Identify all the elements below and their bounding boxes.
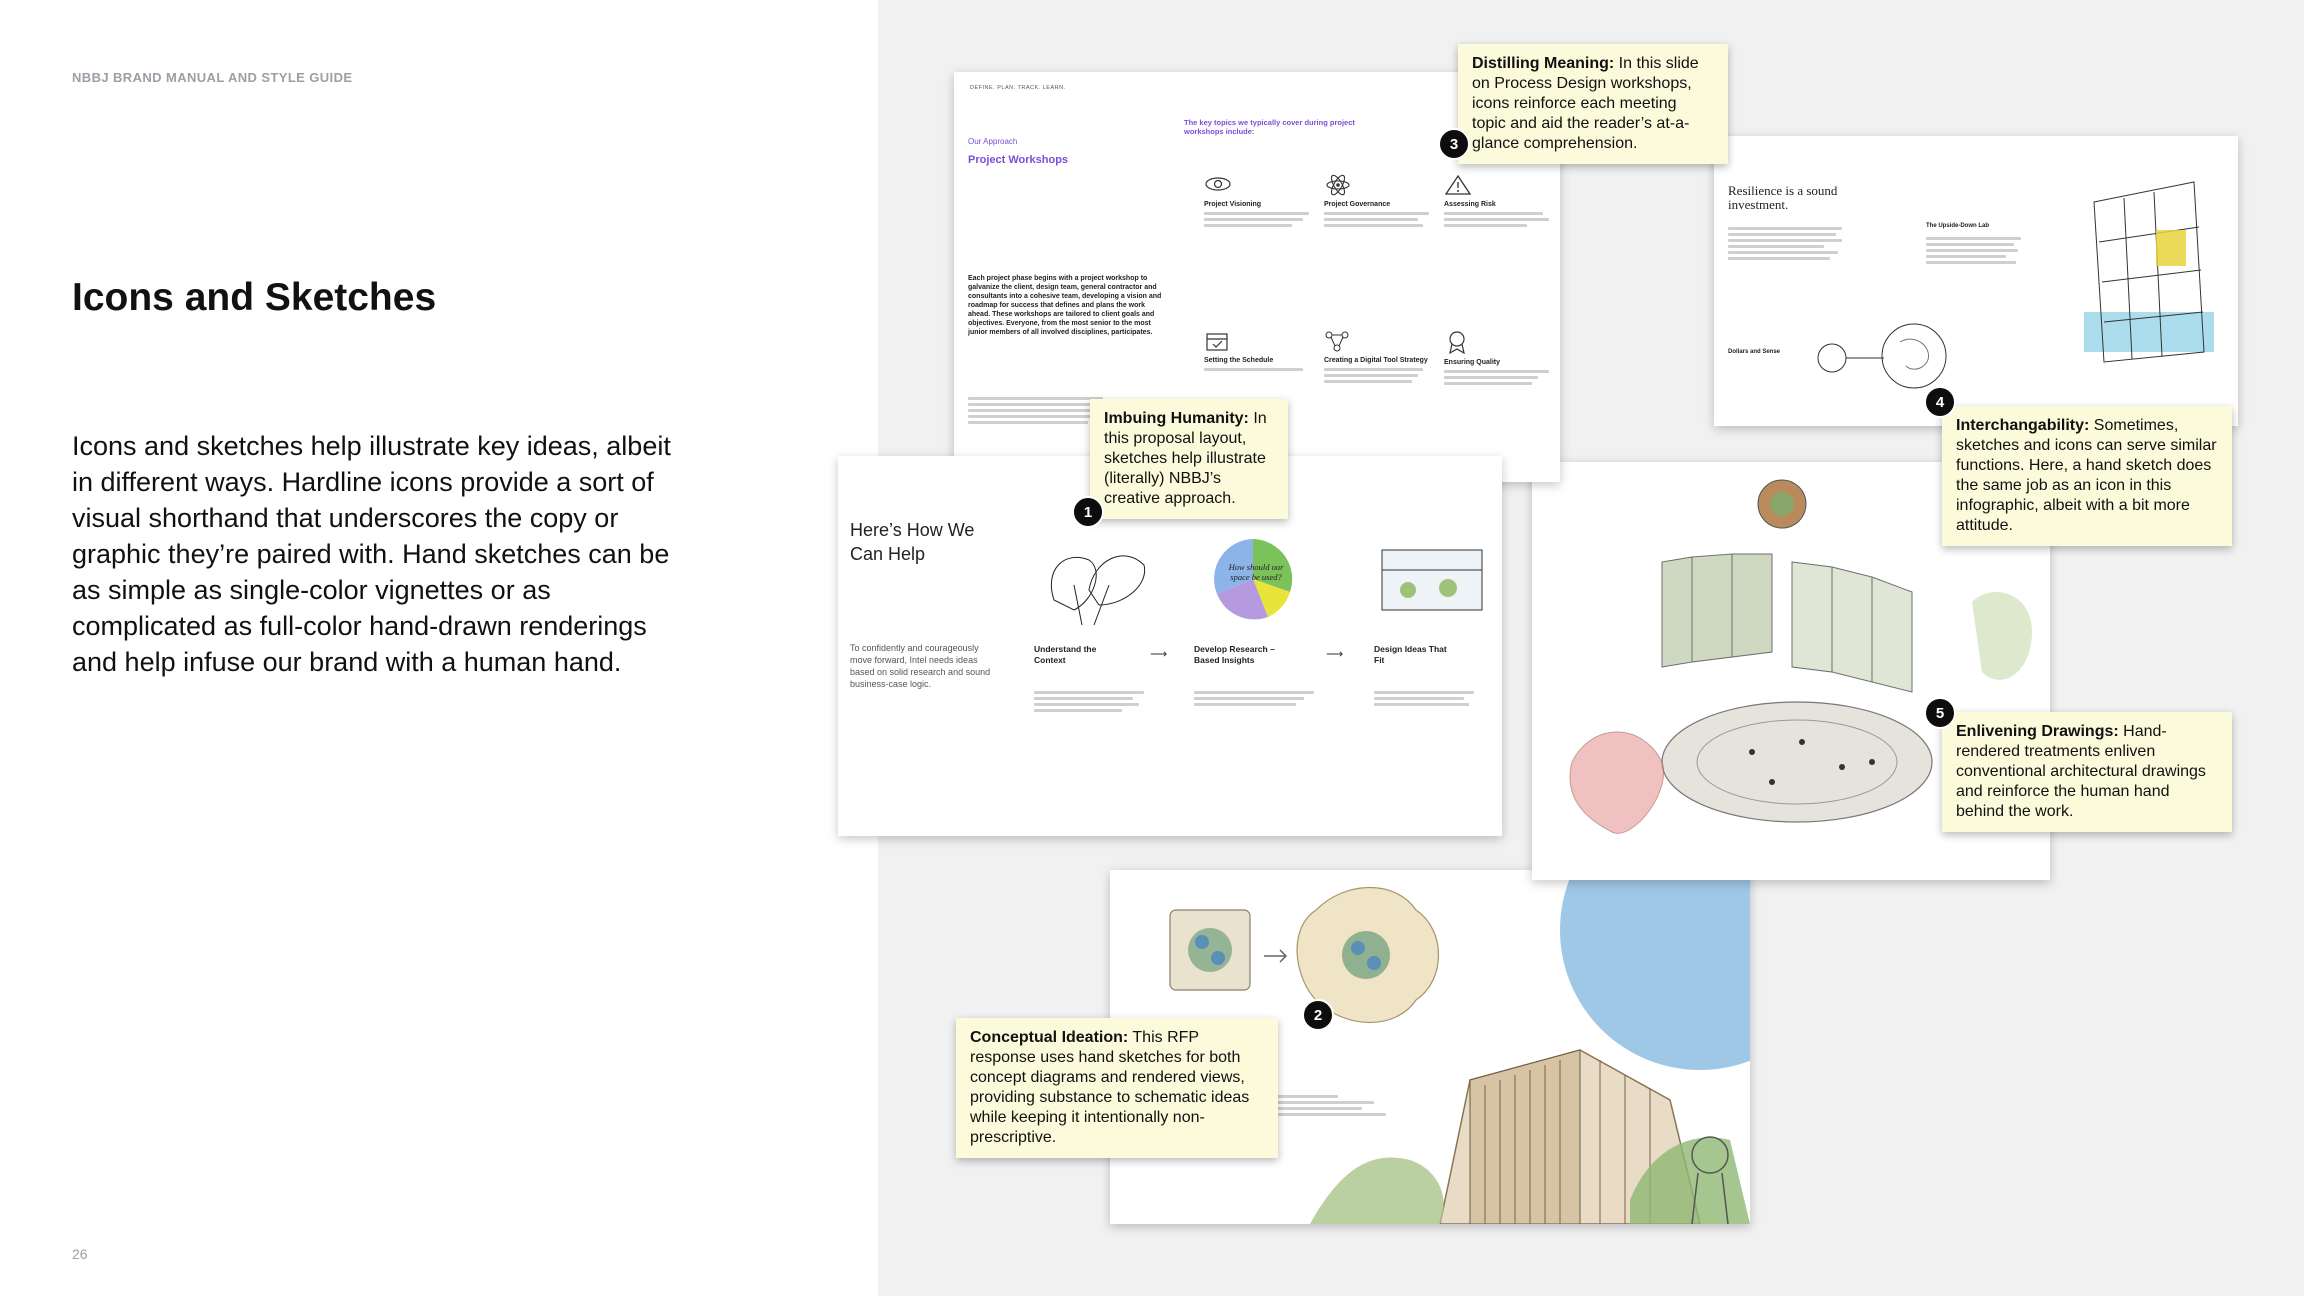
callout-conceptual-ideation: Conceptual Ideation: This RFP response uses hand sketches for both concept diagrams and rendered views, providing substance to schematic ideas while keeping it intentionally non-prescriptive. <box>956 1018 1278 1158</box>
page-title: Icons and Sketches <box>72 276 437 319</box>
workshops-lead: Each project phase begins with a project workshop to galvanize the client, design team, general contractor and consultants into a cohesive team, developing a vision and roadmap for success that defines and plans the work ahead. These workshops are tailored to client goals and objectives. Everyone, from the most senior to the most junior members of all involved disciplines, participates. <box>968 275 1162 336</box>
callout-badge-1: 1 <box>1072 496 1104 528</box>
resilience-lab-title: The Upside-Down Lab <box>1926 223 1989 229</box>
step-design: Design Ideas That Fit <box>1374 644 1447 665</box>
help-steps <box>1034 644 1474 684</box>
callout-badge-5: 5 <box>1924 697 1956 729</box>
topic-assessing-risk: Assessing Risk <box>1444 174 1554 230</box>
topic-ensuring-quality: Ensuring Quality <box>1444 330 1554 388</box>
arrow-icon: ⟶ <box>1326 647 1344 661</box>
callout-badge-2: 2 <box>1302 999 1334 1031</box>
calendar-icon <box>1204 330 1230 352</box>
ribbon-icon <box>1444 330 1470 354</box>
page-number: 26 <box>72 1246 88 1262</box>
resilience-lab-copy <box>1926 234 2026 267</box>
callout-distilling-meaning: Distilling Meaning: In this slide on Process Design workshops, icons reinforce each meeting topic and aid the reader’s at-a-glance comprehension. <box>1458 44 1728 164</box>
workshops-section: Our Approach <box>968 137 1018 146</box>
atom-icon <box>1324 174 1352 196</box>
workshops-kicker: DEFINE. PLAN. TRACK. LEARN. <box>970 85 1066 91</box>
left-column <box>0 0 878 1296</box>
resilience-panel <box>1714 136 2238 426</box>
step-develop: Develop Research – Based Insights <box>1194 644 1275 665</box>
nodes-icon <box>1324 330 1350 352</box>
step-understand: Understand the Context <box>1034 644 1097 665</box>
infographic-sketch <box>1814 322 1964 392</box>
warning-icon <box>1444 174 1472 196</box>
collage-area <box>850 0 2304 1296</box>
resilience-sub: Dollars and Sense <box>1728 349 1781 355</box>
topic-setting-schedule: Setting the Schedule <box>1204 330 1314 374</box>
office-sketch <box>1378 540 1488 620</box>
plant-sketch <box>1034 530 1154 630</box>
eye-icon <box>1204 174 1232 194</box>
help-intro: To confidently and courageously move forward, Intel needs ideas based on solid research and sound business-case logic. <box>850 643 991 689</box>
body-paragraph: Icons and sketches help illustrate key ideas, albeit in different ways. Hardline icons provide a sort of visual shorthand that underscores the copy or graphic they’re paired with. Hand sketches can be as simple as single-color vignettes or as complicated as full-color hand-drawn renderings and help infuse our brand with a human hand. <box>72 431 671 677</box>
callout-imbuing-humanity: Imbuing Humanity: In this proposal layout, sketches help illustrate (literally) NBBJ’s creative approach. <box>1090 399 1288 519</box>
resilience-title: Resilience is a sound investment. <box>1728 183 1838 212</box>
workshops-intro: The key topics we typically cover during project workshops include: <box>1184 118 1355 136</box>
callout-badge-4: 4 <box>1924 386 1956 418</box>
help-title: Here’s How We Can Help <box>850 520 975 564</box>
callout-interchangability: Interchangability: Sometimes, sketches and icons can serve similar functions. Here, a hand sketch does the same job as an icon in this infographic, albeit with a bit more attitude. <box>1942 406 2232 546</box>
arrow-icon: ⟶ <box>1150 647 1168 661</box>
building-section-sketch <box>2054 162 2224 412</box>
topic-project-governance: Project Governance <box>1324 174 1434 230</box>
topic-project-visioning: Project Visioning <box>1204 174 1314 230</box>
resilience-copy <box>1728 224 1848 263</box>
pie-chart-text: How should our space be used? <box>1228 562 1284 582</box>
document-label: NBBJ BRAND MANUAL AND STYLE GUIDE <box>72 70 353 85</box>
callout-enlivening-drawings: Enlivening Drawings: Hand-rendered treatments enliven conventional architectural drawings and reinforce the human hand behind the work. <box>1942 712 2232 832</box>
callout-badge-3: 3 <box>1438 128 1470 160</box>
topic-digital-tool: Creating a Digital Tool Strategy <box>1324 330 1434 386</box>
workshops-title: Project Workshops <box>968 154 1069 166</box>
